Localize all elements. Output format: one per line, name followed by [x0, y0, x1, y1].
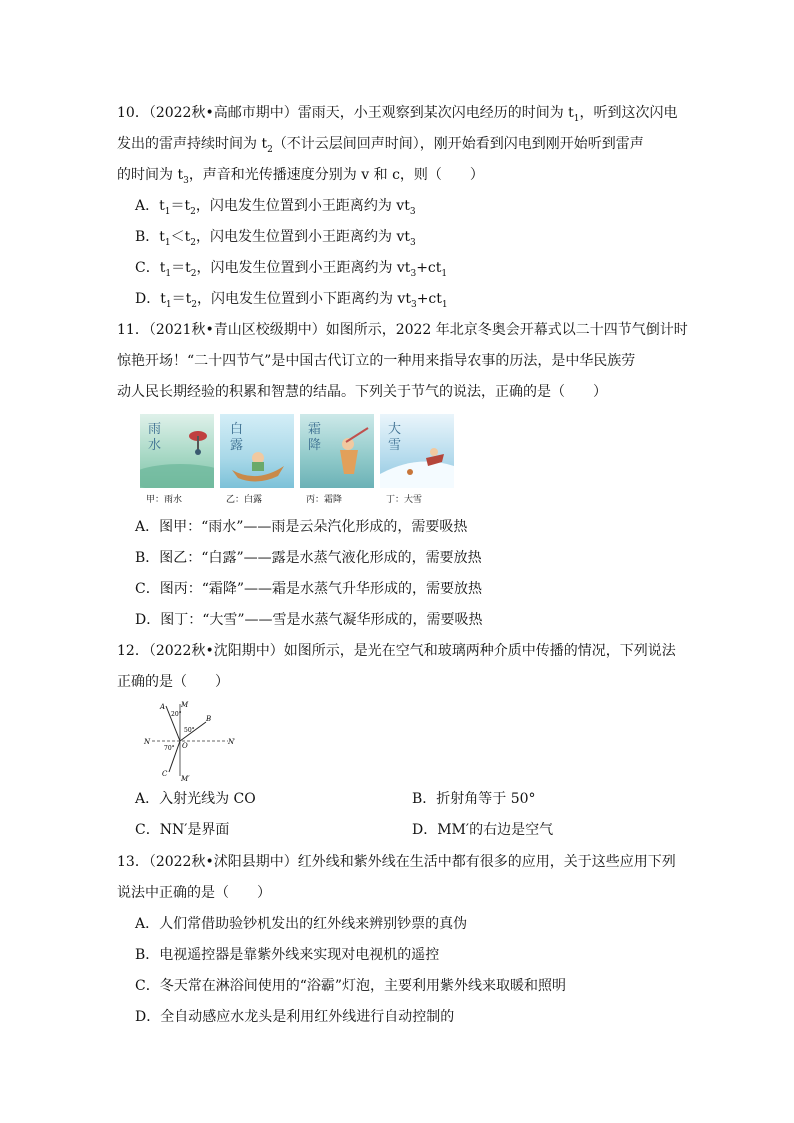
q10-option-c[interactable] — [135, 258, 447, 280]
q11-option-b[interactable]: B．图乙：“白露”——露是水蒸气液化形成的，需要放热 — [135, 550, 482, 566]
q12-option-b[interactable]: B．折射角等于 50° — [412, 791, 536, 807]
opt-text: ＝t — [170, 198, 191, 214]
picture-shuangjiang — [300, 414, 374, 488]
q11-stem-line-3: 动人民长期经验的积累和智慧的结晶。下列关于节气的说法，正确的是（ ） — [117, 384, 607, 400]
opt-text: ，闪电发生位置到小下距离约为 vt — [196, 291, 411, 307]
picture-title: 雨水 — [148, 422, 162, 453]
subscript: 3 — [183, 176, 189, 186]
subscript: 2 — [267, 145, 273, 155]
opt-text: ＝t — [171, 260, 191, 276]
q13-stem-line-2: 说法中正确的是（ ） — [117, 885, 271, 901]
subscript: 3 — [409, 207, 416, 217]
opt-text: C．t — [135, 260, 166, 276]
q12-stem-line-2: 正确的是（ ） — [117, 674, 229, 690]
label-b: B — [206, 715, 212, 723]
subscript: 2 — [190, 238, 197, 248]
label-o: O — [182, 742, 188, 750]
q10-stem-line-2 — [117, 134, 644, 156]
angle-20: 20° — [171, 711, 182, 718]
label-n-prime: N′ — [228, 738, 235, 746]
picture-caption: 甲：雨水 — [146, 495, 183, 505]
subscript: 3 — [410, 238, 416, 248]
q13-option-d[interactable]: D．全自动感应水龙头是利用红外线进行自动控制的 — [135, 1009, 455, 1025]
q11-stem-line-1: 11．（2021秋•青山区校级期中）如图所示，2022 年北京冬奥会开幕式以二十四节气倒计时 — [117, 322, 688, 338]
picture-daxue — [380, 414, 454, 488]
label-n: N — [144, 738, 151, 746]
picture-bailu — [220, 414, 294, 488]
picture-title: 大雪 — [388, 422, 402, 453]
solar-term-pictures — [140, 414, 460, 514]
q10-text: （不计云层间回声时间），刚开始看到闪电到刚开始听到雷声 — [272, 136, 644, 152]
q10-text: 的时间为 t — [117, 167, 184, 183]
q12-option-a[interactable]: A．入射光线为 CO — [135, 791, 256, 807]
angle-50: 50° — [184, 727, 195, 734]
q10-option-a[interactable] — [135, 196, 416, 218]
q13-option-b[interactable]: B．电视遥控器是靠紫外线来实现对电视机的遥控 — [135, 947, 440, 963]
opt-text: +ct — [416, 291, 442, 307]
subscript: 1 — [165, 300, 172, 310]
subscript: 3 — [410, 300, 417, 310]
q10-stem-line-3 — [117, 165, 484, 187]
subscript: 1 — [164, 207, 171, 217]
picture-caption: 丁：大雪 — [386, 495, 423, 505]
q12-option-c[interactable]: C．NN′是界面 — [135, 822, 230, 838]
opt-text: ，闪电发生位置到小王距离约为 vt — [196, 260, 411, 276]
opt-text: A．t — [135, 198, 165, 214]
label-c: C — [162, 770, 168, 778]
subscript: 3 — [410, 269, 417, 279]
q13-option-a[interactable]: A．人们常借助验钞机发出的红外线来辨别钞票的真伪 — [135, 916, 468, 932]
opt-text: B．t — [135, 229, 165, 245]
q11-option-d[interactable]: D．图丁：“大雪”——雪是水蒸气凝华形成的，需要吸热 — [135, 612, 483, 628]
q11-option-c[interactable]: C．图丙：“霜降”——霜是水蒸气升华形成的，需要放热 — [135, 581, 483, 597]
q10-option-b[interactable] — [135, 227, 416, 249]
subscript: 1 — [164, 238, 171, 248]
q13-option-c[interactable]: C．冬天常在淋浴间使用的“浴霸”灯泡，主要利用紫外线来取暖和照明 — [135, 978, 567, 994]
q10-text: ，听到这次闪电 — [579, 105, 678, 121]
subscript: 1 — [441, 300, 448, 310]
opt-text: +ct — [416, 260, 442, 276]
opt-text: ＝t — [171, 291, 192, 307]
q10-stem-line-1 — [117, 103, 678, 125]
label-a: A — [160, 703, 166, 711]
opt-text: ＜t — [170, 229, 191, 245]
picture-title: 白露 — [230, 422, 244, 453]
subscript: 1 — [573, 114, 580, 124]
label-m: M — [181, 701, 189, 709]
picture-caption: 丙：霜降 — [306, 495, 343, 505]
q10-option-d[interactable] — [135, 289, 448, 311]
q11-stem-line-2: 惊艳开场！“二十四节气”是中国古代订立的一种用来指导农事的历法，是中华民族劳 — [117, 353, 636, 369]
picture-caption: 乙：白露 — [226, 495, 263, 505]
q11-option-a[interactable]: A．图甲：“雨水”——雨是云朵汽化形成的，需要吸热 — [135, 519, 468, 535]
subscript: 2 — [191, 300, 197, 310]
subscript: 2 — [190, 207, 196, 217]
q12-option-d[interactable]: D．MM′的右边是空气 — [412, 822, 554, 838]
q13-stem-line-1: 13．（2022秋•沭阳县期中）红外线和紫外线在生活中都有很多的应用，关于这些应用下列 — [117, 854, 676, 870]
opt-text: ，闪电发生位置到小王距离约为 vt — [196, 229, 411, 245]
picture-yushui — [140, 414, 214, 488]
label-m-prime: M′ — [181, 775, 190, 782]
subscript: 1 — [165, 269, 172, 279]
q10-text: 10．（2022秋•高邮市期中）雷雨天，小王观察到某次闪电经历的时间为 t — [117, 105, 574, 121]
refraction-svg — [140, 700, 235, 782]
q10-text: ，声音和光传播速度分别为 v 和 c，则（ ） — [188, 167, 484, 183]
subscript: 2 — [190, 269, 197, 279]
angle-70: 70° — [164, 745, 175, 752]
subscript: 1 — [441, 269, 448, 279]
light-refraction-diagram — [140, 700, 235, 782]
q10-text: 发出的雷声持续时间为 t — [117, 136, 268, 152]
picture-title: 霜降 — [308, 422, 322, 453]
q12-stem-line-1: 12．（2022秋•沈阳期中）如图所示，是光在空气和玻璃两种介质中传播的情况，下列说法 — [117, 643, 676, 659]
opt-text: ，闪电发生位置到小王距离约为 vt — [195, 198, 410, 214]
opt-text: D．t — [135, 291, 166, 307]
